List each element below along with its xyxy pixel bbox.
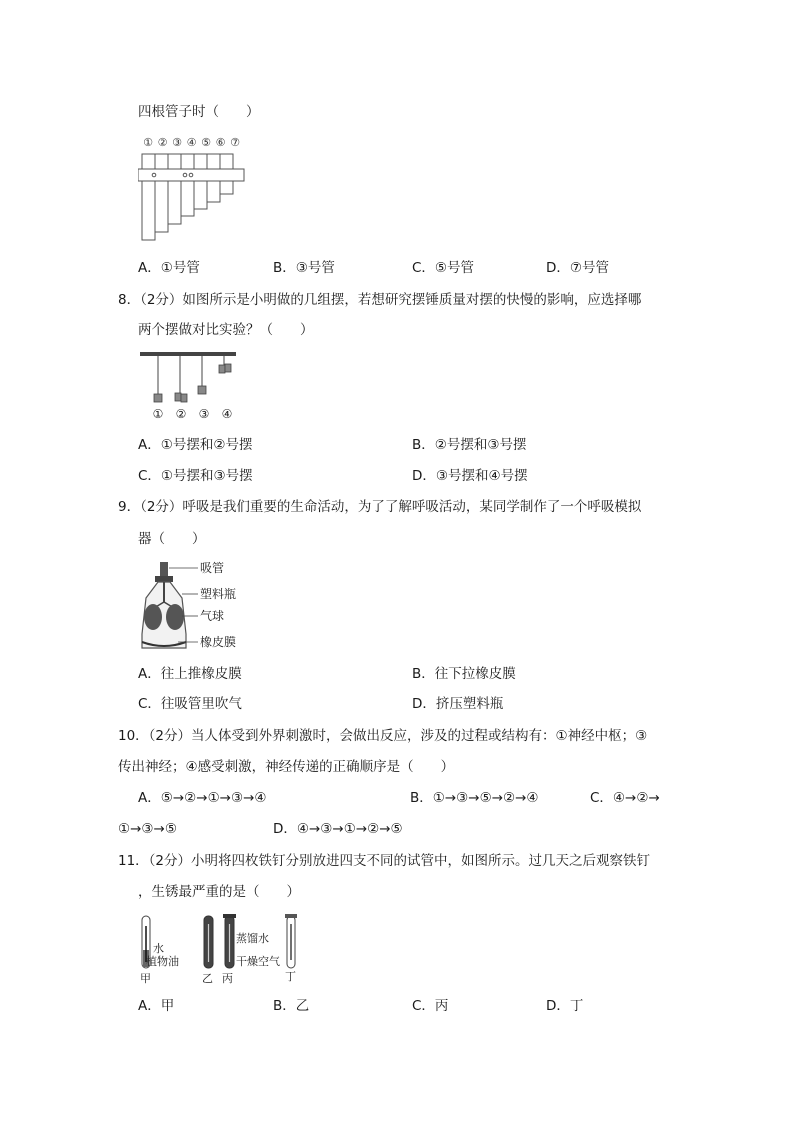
q9-stem-line1: 9．（2分）呼吸是我们重要的生命活动，为了了解呼吸活动，某同学制作了一个呼吸模拟 xyxy=(118,499,642,515)
q10-stem-line1: 10．（2分）当人体受到外界刺激时，会做出反应，涉及的过程或结构有：①神经中枢；③ xyxy=(118,728,648,744)
straw xyxy=(160,562,168,578)
tube-number-6: ⑥ xyxy=(215,136,226,149)
q8-stem-line1: 8．（2分）如图所示是小明做的几组摆，若想研究摆锤质量对摆的快慢的影响，应选择哪 xyxy=(118,292,642,308)
q8-option-c[interactable]: C．①号摆和③号摆 xyxy=(138,468,253,484)
right-balloon xyxy=(166,604,184,630)
pendulum-label-1: ① xyxy=(152,407,164,421)
tube-number-4: ④ xyxy=(186,136,197,149)
tube-number-2: ② xyxy=(157,136,168,149)
tube-number-7: ⑦ xyxy=(230,136,240,149)
q9-option-d[interactable]: D．挤压塑料瓶 xyxy=(412,696,504,712)
tube-number-3: ③ xyxy=(172,136,182,149)
q10-stem-line2: 传出神经；④感受刺激，神经传递的正确顺序是（ ） xyxy=(118,759,455,775)
annotation-oil: 植物油 xyxy=(146,955,179,968)
q11-stem-line2: ，生锈最严重的是（ ） xyxy=(138,884,300,900)
pendulum-label-3: ③ xyxy=(198,407,210,421)
q7-option-c[interactable]: C．⑤号管 xyxy=(412,260,475,276)
tube-label-bing: 丙 xyxy=(222,972,233,985)
q7-option-a[interactable]: A．①号管 xyxy=(138,260,200,276)
q9-option-c[interactable]: C．往吸管里吹气 xyxy=(138,696,242,712)
tube-label-yi: 乙 xyxy=(202,972,213,985)
test-tubes-figure xyxy=(136,912,308,986)
q11-option-c[interactable]: C．丙 xyxy=(412,998,449,1014)
q11-option-a[interactable]: A．甲 xyxy=(138,998,175,1014)
annotation-water: 水 xyxy=(153,942,164,955)
tube-number-1: ① xyxy=(143,136,153,149)
q9-option-b[interactable]: B．往下拉橡皮膜 xyxy=(412,666,516,682)
label-membrane: 橡皮膜 xyxy=(200,635,237,649)
pendulum-figure xyxy=(138,350,242,424)
pendulum-bar xyxy=(140,352,236,356)
label-bottle: 塑料瓶 xyxy=(200,587,237,601)
q10-option-c-part2[interactable]: ①→③→⑤ xyxy=(118,821,177,837)
q8-option-b[interactable]: B．②号摆和③号摆 xyxy=(412,437,527,453)
q7-stem-tail: 四根管子时（ ） xyxy=(138,104,260,120)
q8-stem-line2: 两个摆做对比实验？（ ） xyxy=(138,322,314,338)
annotation-dry-air: 干燥空气 xyxy=(236,955,280,968)
pipe-tubes xyxy=(142,154,233,240)
q10-option-a[interactable]: A．⑤→②→①→③→④ xyxy=(138,790,267,806)
q10-option-b[interactable]: B．①→③→⑤→②→④ xyxy=(410,790,539,806)
pendulum-label-4: ④ xyxy=(221,407,233,421)
pipe-binding-band xyxy=(138,169,244,181)
q11-option-b[interactable]: B．乙 xyxy=(273,998,310,1014)
q7-option-b[interactable]: B．③号管 xyxy=(273,260,335,276)
q11-stem-line1: 11．（2分）小明将四枚铁钉分别放进四支不同的试管中，如图所示。过几天之后观察铁钉 xyxy=(118,853,651,869)
q8-option-a[interactable]: A．①号摆和②号摆 xyxy=(138,437,253,453)
panpipe-figure xyxy=(138,134,250,242)
pendulum-label-2: ② xyxy=(175,407,187,421)
tube-number-5: ⑤ xyxy=(201,136,211,149)
q8-option-d[interactable]: D．③号摆和④号摆 xyxy=(412,468,528,484)
label-straw: 吸管 xyxy=(200,561,225,575)
q11-option-d[interactable]: D．丁 xyxy=(546,998,584,1014)
q9-option-a[interactable]: A．往上推橡皮膜 xyxy=(138,666,242,682)
tube-number-labels xyxy=(143,136,240,149)
q9-stem-line2: 器（ ） xyxy=(138,531,206,547)
q10-option-d[interactable]: D．④→③→①→②→⑤ xyxy=(273,821,403,837)
tube-label-jia: 甲 xyxy=(140,972,151,985)
breathing-model-figure xyxy=(138,558,246,654)
left-balloon xyxy=(144,604,162,630)
q10-option-c-part1[interactable]: C．④→②→ xyxy=(590,790,660,806)
label-balloon: 气球 xyxy=(200,609,225,623)
q7-option-d[interactable]: D．⑦号管 xyxy=(546,260,609,276)
annotation-distilled-water: 蒸馏水 xyxy=(236,932,269,945)
tube-label-ding: 丁 xyxy=(285,970,296,983)
